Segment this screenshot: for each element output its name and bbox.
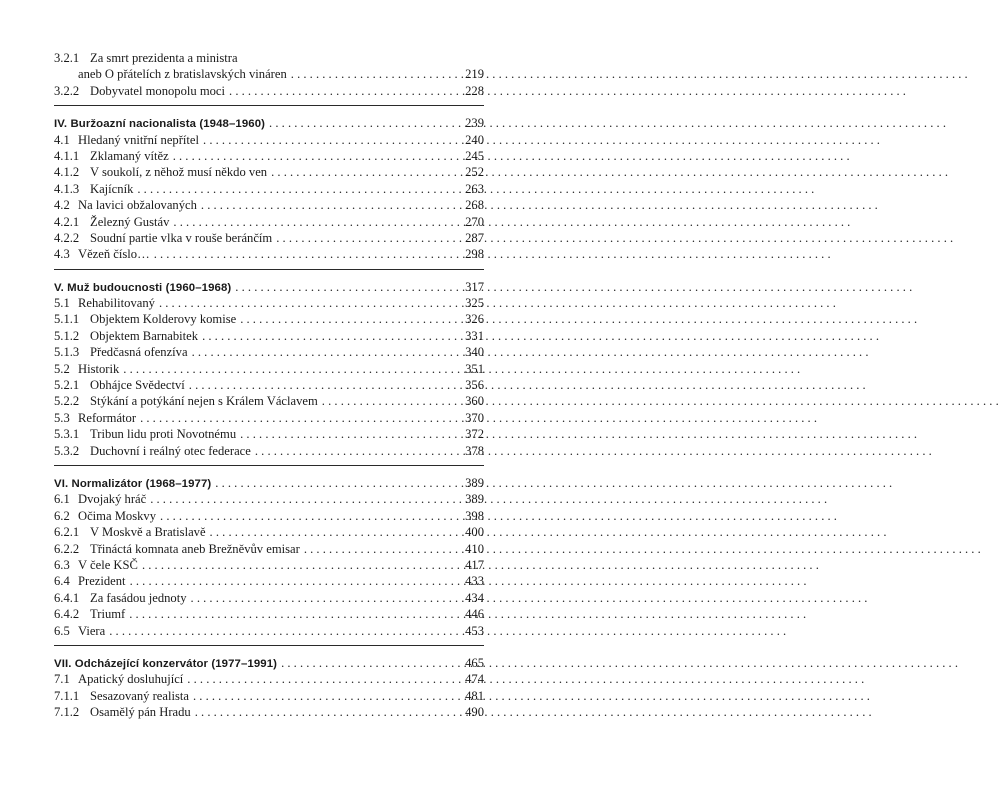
dot-leader <box>173 148 458 164</box>
dot-leader <box>192 344 458 360</box>
toc-entry-title: Reformátor <box>78 410 137 425</box>
table-of-contents <box>54 50 484 720</box>
toc-entry <box>54 557 484 573</box>
page-number: 434 <box>465 590 484 605</box>
toc-entry-title: Stýkání a potýkání nejen s Králem Václavem <box>90 394 318 409</box>
toc-entry <box>54 197 484 213</box>
toc-entry-title: Duchovní i reálný otec federace <box>90 443 251 458</box>
dot-leader <box>304 541 458 557</box>
toc-entry-number: 6.3 <box>54 557 70 572</box>
toc-entry-number: 5.3.1 <box>54 427 80 442</box>
dot-leader <box>201 197 458 213</box>
dot-leader <box>123 361 458 377</box>
dot-leader <box>271 164 458 180</box>
toc-entry <box>54 623 484 639</box>
chapter-row <box>54 115 484 131</box>
page-number: 372 <box>465 427 484 442</box>
page-number: 340 <box>465 345 484 360</box>
toc-entry <box>54 50 484 66</box>
toc-entry-number: 7.1.2 <box>54 705 80 720</box>
page-number: 263 <box>465 181 484 196</box>
toc-entry-number: 5.1.2 <box>54 328 80 343</box>
dot-leader <box>173 214 458 230</box>
page-number: 228 <box>465 83 484 98</box>
toc-entry-number: 4.1.3 <box>54 181 80 196</box>
dot-leader <box>193 688 458 704</box>
chapter-divider <box>54 269 484 270</box>
toc-entry-title: Kajícník <box>90 181 134 196</box>
toc-entry-number: 7.1 <box>54 672 70 687</box>
toc-entry-title: Třináctá komnata aneb Brežněvův emisar <box>90 541 300 556</box>
dot-leader <box>195 704 458 720</box>
toc-entry <box>54 328 484 344</box>
page-number: 239 <box>465 116 484 131</box>
toc-entry <box>54 573 484 589</box>
toc-entry <box>54 704 484 720</box>
page-number: 389 <box>465 492 484 507</box>
toc-entry-title: Historik <box>78 361 120 376</box>
toc-entry-number: 4.2.1 <box>54 214 80 229</box>
dot-leader <box>137 181 458 197</box>
toc-entry-number: 3.2.1 <box>54 51 80 65</box>
toc-entry-number: 4.2 <box>54 198 70 213</box>
toc-entry-number: 5.3.2 <box>54 443 80 458</box>
page-number: 410 <box>465 541 484 556</box>
toc-entry-title: Za smrt prezidenta a ministra <box>90 51 238 65</box>
page-number: 351 <box>465 361 484 376</box>
toc-entry-number: 5.3 <box>54 410 70 425</box>
dot-leader <box>255 443 458 459</box>
toc-entry <box>54 295 484 311</box>
page-number: 326 <box>465 312 484 327</box>
toc-entry-number: 7.1.1 <box>54 688 80 703</box>
toc-entry <box>54 230 484 246</box>
toc-entry-title: aneb O přátelích z bratislavských vináren <box>78 67 287 82</box>
dot-leader <box>210 524 458 540</box>
chapter-heading: VII. Odcházející konzervátor (1977–1991) <box>54 657 278 670</box>
toc-entry <box>54 491 484 507</box>
page-number: 268 <box>465 198 484 213</box>
dot-leader <box>240 426 458 442</box>
toc-entry <box>54 606 484 622</box>
dot-leader <box>109 623 458 639</box>
page-number: 370 <box>465 410 484 425</box>
chapter-divider <box>54 105 484 106</box>
dot-leader <box>235 279 458 295</box>
page-number: 481 <box>465 688 484 703</box>
toc-entry-number: 6.4.2 <box>54 607 80 622</box>
toc-entry-title: Prezident <box>78 574 126 589</box>
toc-entry <box>54 426 484 442</box>
dot-leader <box>215 475 458 491</box>
page-number: 331 <box>465 328 484 343</box>
toc-entry-title: Apatický dosluhující <box>78 672 184 687</box>
chapter-heading: VI. Normalizátor (1968–1977) <box>54 477 212 490</box>
toc-entry-number: 6.1 <box>54 492 70 507</box>
chapter-row <box>54 655 484 671</box>
dot-leader <box>142 557 458 573</box>
dot-leader <box>187 671 458 687</box>
dot-leader <box>160 508 458 524</box>
page-number: 325 <box>465 296 484 311</box>
toc-entry-number: 4.3 <box>54 247 70 262</box>
toc-entry-title: Předčasná ofenzíva <box>90 345 188 360</box>
toc-entry-number: 3.2.2 <box>54 83 80 98</box>
toc-entry-number: 5.1 <box>54 296 70 311</box>
dot-leader <box>276 230 458 246</box>
toc-entry-title: Vězeň číslo… <box>78 247 150 262</box>
page-number: 219 <box>465 67 484 82</box>
toc-entry <box>54 246 484 262</box>
page-number: 298 <box>465 247 484 262</box>
toc-entry-title: Triumf <box>90 607 126 622</box>
chapter-row <box>54 475 484 491</box>
toc-entry-title: Rehabilitovaný <box>78 296 155 311</box>
chapter-divider <box>54 645 484 646</box>
page-number: 490 <box>465 705 484 720</box>
page-number: 465 <box>465 655 484 670</box>
page-number: 474 <box>465 672 484 687</box>
page-number: 317 <box>465 279 484 294</box>
dot-leader <box>189 377 458 393</box>
toc-entry-title: Sesazovaný realista <box>90 688 189 703</box>
toc-entry <box>54 541 484 557</box>
toc-entry <box>54 148 484 164</box>
dot-leader <box>129 606 458 622</box>
toc-entry-number: 6.4 <box>54 574 70 589</box>
toc-entry <box>54 132 484 148</box>
toc-entry-number: 6.2.1 <box>54 525 80 540</box>
page-number: 400 <box>465 525 484 540</box>
page-number: 360 <box>465 394 484 409</box>
toc-entry-number: 4.1 <box>54 132 70 147</box>
chapter-row <box>54 279 484 295</box>
page-number: 245 <box>465 148 484 163</box>
toc-entry-number: 6.5 <box>54 623 70 638</box>
toc-entry-number: 6.2.2 <box>54 541 80 556</box>
toc-entry-number: 5.2.2 <box>54 394 80 409</box>
toc-entry-title: Viera <box>78 623 106 638</box>
dot-leader <box>229 83 458 99</box>
page-number: 287 <box>465 230 484 245</box>
toc-entry <box>54 377 484 393</box>
dot-leader <box>154 246 458 262</box>
chapter-divider <box>54 465 484 466</box>
toc-entry <box>54 164 484 180</box>
chapter-heading: IV. Buržoazní nacionalista (1948–1960) <box>54 118 266 131</box>
toc-entry <box>54 410 484 426</box>
toc-entry-title: Očima Moskvy <box>78 508 157 523</box>
toc-entry-number: 5.1.3 <box>54 345 80 360</box>
toc-entry-title: V Moskvě a Bratislavě <box>90 525 206 540</box>
toc-entry-number: 4.2.2 <box>54 230 80 245</box>
toc-entry-title: V soukolí, z něhož musí někdo ven <box>90 165 268 180</box>
dot-leader <box>291 66 458 82</box>
toc-entry-number: 6.4.1 <box>54 590 80 605</box>
page-number: 417 <box>465 557 484 572</box>
toc-entry-title: Objektem Barnabitek <box>90 328 199 343</box>
toc-entry <box>54 671 484 687</box>
dot-leader <box>269 115 458 131</box>
toc-entry <box>54 443 484 459</box>
toc-entry-title: Objektem Kolderovy komise <box>90 312 237 327</box>
toc-entry <box>54 590 484 606</box>
page-number: 433 <box>465 574 484 589</box>
toc-entry <box>54 361 484 377</box>
toc-entry-number: 4.1.2 <box>54 165 80 180</box>
page-number: 270 <box>465 214 484 229</box>
toc-entry-number: 5.2.1 <box>54 378 80 393</box>
toc-entry <box>54 181 484 197</box>
dot-leader <box>140 410 458 426</box>
page-number: 453 <box>465 623 484 638</box>
toc-entry-number: 4.1.1 <box>54 148 80 163</box>
toc-entry <box>54 311 484 327</box>
dot-leader <box>150 491 458 507</box>
toc-entry-title: Dobyvatel monopolu moci <box>90 83 226 98</box>
page-number: 398 <box>465 508 484 523</box>
toc-entry <box>54 344 484 360</box>
dot-leader <box>281 655 458 671</box>
toc-entry-title: Hledaný vnitřní nepřítel <box>78 132 200 147</box>
toc-entry-title: Zklamaný vítěz <box>90 148 169 163</box>
toc-entry <box>54 83 484 99</box>
dot-leader <box>130 573 458 589</box>
dot-leader <box>159 295 458 311</box>
page-number: 356 <box>465 378 484 393</box>
toc-entry-number: 6.2 <box>54 508 70 523</box>
toc-entry-title: Železný Gustáv <box>90 214 170 229</box>
page-number: 252 <box>465 165 484 180</box>
toc-entry-title: V čele KSČ <box>78 557 138 572</box>
toc-entry-title: Za fasádou jednoty <box>90 590 187 605</box>
toc-entry-title: Soudní partie vlka v rouše beránčím <box>90 230 273 245</box>
dot-leader <box>240 311 458 327</box>
toc-entry-title: Na lavici obžalovaných <box>78 198 197 213</box>
dot-leader <box>191 590 458 606</box>
toc-entry-title: Dvojaký hráč <box>78 492 147 507</box>
toc-entry <box>54 393 484 409</box>
dot-leader <box>203 132 458 148</box>
toc-entry-number: 5.1.1 <box>54 312 80 327</box>
dot-leader <box>202 328 458 344</box>
toc-entry-title: Obhájce Svědectví <box>90 378 185 393</box>
page-number: 240 <box>465 132 484 147</box>
page-number: 389 <box>465 475 484 490</box>
page-number: 446 <box>465 607 484 622</box>
chapter-heading: V. Muž budoucnosti (1960–1968) <box>54 281 232 294</box>
toc-entry <box>54 688 484 704</box>
toc-entry-title: Osamělý pán Hradu <box>90 705 191 720</box>
toc-entry <box>54 524 484 540</box>
toc-entry <box>54 66 484 82</box>
toc-entry-title: Tribun lidu proti Novotnému <box>90 427 237 442</box>
toc-entry-number: 5.2 <box>54 361 70 376</box>
page-number: 378 <box>465 443 484 458</box>
toc-entry <box>54 508 484 524</box>
dot-leader <box>322 393 458 409</box>
toc-entry <box>54 214 484 230</box>
